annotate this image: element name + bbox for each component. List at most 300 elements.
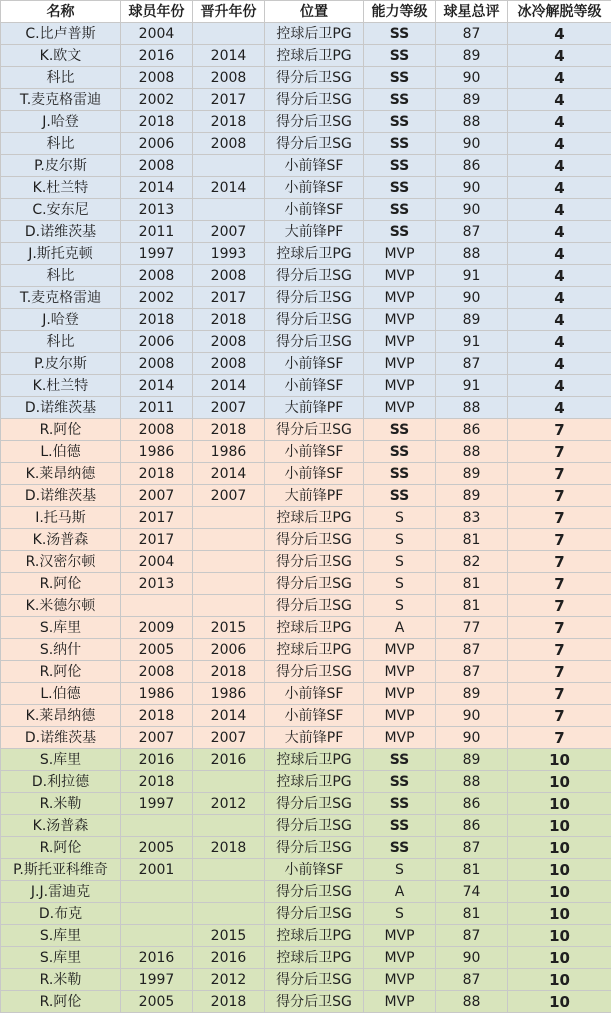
cell-level: SS	[364, 815, 436, 837]
cell-rating: 87	[436, 23, 508, 45]
cell-unlock-level: 4	[508, 375, 611, 397]
cell-position: 控球后卫PG	[265, 947, 364, 969]
cell-rating: 89	[436, 45, 508, 67]
cell-promotion-year	[193, 199, 265, 221]
cell-promotion-year: 2018	[193, 837, 265, 859]
table-row	[1, 925, 611, 947]
cell-rating: 81	[436, 903, 508, 925]
cell-rating: 89	[436, 683, 508, 705]
cell-player-year: 2008	[121, 67, 193, 89]
cell-name: R.米勒	[1, 969, 121, 991]
cell-promotion-year	[193, 23, 265, 45]
cell-rating: 91	[436, 331, 508, 353]
cell-rating: 81	[436, 595, 508, 617]
cell-unlock-level: 4	[508, 265, 611, 287]
cell-unlock-level: 10	[508, 749, 611, 771]
cell-unlock-level: 4	[508, 243, 611, 265]
cell-rating: 87	[436, 661, 508, 683]
table-row	[1, 749, 611, 771]
cell-level: MVP	[364, 661, 436, 683]
table-row	[1, 859, 611, 881]
cell-position: 控球后卫PG	[265, 45, 364, 67]
cell-position: 得分后卫SG	[265, 309, 364, 331]
cell-player-year: 2005	[121, 837, 193, 859]
cell-player-year: 2007	[121, 485, 193, 507]
cell-name: I.托马斯	[1, 507, 121, 529]
cell-name: R.米勒	[1, 793, 121, 815]
cell-name: T.麦克格雷迪	[1, 89, 121, 111]
cell-name: K.莱昂纳德	[1, 463, 121, 485]
cell-unlock-level: 4	[508, 221, 611, 243]
cell-unlock-level: 7	[508, 507, 611, 529]
cell-level: SS	[364, 177, 436, 199]
cell-position: 小前锋SF	[265, 177, 364, 199]
table-row	[1, 595, 611, 617]
cell-unlock-level: 7	[508, 595, 611, 617]
cell-promotion-year: 2018	[193, 419, 265, 441]
cell-level: SS	[364, 23, 436, 45]
cell-player-year	[121, 925, 193, 947]
cell-unlock-level: 7	[508, 661, 611, 683]
cell-name: P.斯托亚科维奇	[1, 859, 121, 881]
cell-name: S.库里	[1, 617, 121, 639]
cell-unlock-level: 4	[508, 45, 611, 67]
cell-rating: 90	[436, 705, 508, 727]
cell-unlock-level: 10	[508, 837, 611, 859]
cell-player-year: 2002	[121, 287, 193, 309]
cell-promotion-year: 2014	[193, 463, 265, 485]
cell-promotion-year: 2014	[193, 705, 265, 727]
cell-rating: 90	[436, 287, 508, 309]
table-row	[1, 837, 611, 859]
cell-player-year: 2013	[121, 573, 193, 595]
table-row	[1, 617, 611, 639]
cell-promotion-year	[193, 573, 265, 595]
cell-name: 科比	[1, 67, 121, 89]
cell-rating: 90	[436, 67, 508, 89]
cell-level: MVP	[364, 727, 436, 749]
cell-name: 科比	[1, 265, 121, 287]
cell-promotion-year: 2018	[193, 661, 265, 683]
cell-rating: 91	[436, 375, 508, 397]
cell-position: 控球后卫PG	[265, 925, 364, 947]
cell-player-year: 2016	[121, 45, 193, 67]
cell-player-year: 2016	[121, 947, 193, 969]
cell-player-year: 2017	[121, 507, 193, 529]
cell-level: MVP	[364, 683, 436, 705]
cell-unlock-level: 4	[508, 23, 611, 45]
cell-player-year	[121, 595, 193, 617]
cell-unlock-level: 10	[508, 793, 611, 815]
cell-promotion-year: 2016	[193, 947, 265, 969]
cell-player-year: 2018	[121, 705, 193, 727]
cell-level: SS	[364, 441, 436, 463]
cell-name: T.麦克格雷迪	[1, 287, 121, 309]
cell-player-year: 2014	[121, 375, 193, 397]
cell-name: K.米德尔顿	[1, 595, 121, 617]
cell-name: S.库里	[1, 925, 121, 947]
cell-rating: 81	[436, 859, 508, 881]
table-row	[1, 133, 611, 155]
cell-unlock-level: 7	[508, 529, 611, 551]
cell-player-year: 2004	[121, 551, 193, 573]
cell-unlock-level: 10	[508, 815, 611, 837]
cell-position: 得分后卫SG	[265, 529, 364, 551]
cell-name: C.安东尼	[1, 199, 121, 221]
cell-rating: 89	[436, 89, 508, 111]
cell-player-year: 2008	[121, 353, 193, 375]
cell-player-year: 2018	[121, 771, 193, 793]
cell-position: 得分后卫SG	[265, 265, 364, 287]
cell-level: MVP	[364, 947, 436, 969]
cell-name: K.汤普森	[1, 815, 121, 837]
cell-promotion-year: 2007	[193, 221, 265, 243]
cell-level: S	[364, 573, 436, 595]
table-row	[1, 353, 611, 375]
table-row	[1, 177, 611, 199]
cell-rating: 86	[436, 419, 508, 441]
cell-promotion-year	[193, 155, 265, 177]
cell-name: J.J.雷迪克	[1, 881, 121, 903]
table-row	[1, 45, 611, 67]
cell-unlock-level: 7	[508, 485, 611, 507]
table-row	[1, 23, 611, 45]
cell-position: 得分后卫SG	[265, 331, 364, 353]
cell-rating: 90	[436, 727, 508, 749]
cell-promotion-year: 1986	[193, 441, 265, 463]
cell-name: D.利拉德	[1, 771, 121, 793]
cell-position: 得分后卫SG	[265, 419, 364, 441]
header-promotion-year: 晋升年份	[193, 1, 265, 23]
table-row	[1, 397, 611, 419]
cell-name: D.诺维茨基	[1, 397, 121, 419]
cell-level: SS	[364, 111, 436, 133]
cell-level: A	[364, 617, 436, 639]
cell-promotion-year	[193, 903, 265, 925]
cell-level: SS	[364, 221, 436, 243]
header-name: 名称	[1, 1, 121, 23]
cell-player-year: 2016	[121, 749, 193, 771]
cell-position: 控球后卫PG	[265, 507, 364, 529]
cell-player-year: 2011	[121, 397, 193, 419]
table-row	[1, 991, 611, 1013]
cell-position: 小前锋SF	[265, 199, 364, 221]
cell-promotion-year: 2017	[193, 287, 265, 309]
cell-player-year: 2005	[121, 639, 193, 661]
table-row	[1, 243, 611, 265]
cell-name: 科比	[1, 133, 121, 155]
cell-player-year: 1997	[121, 243, 193, 265]
cell-promotion-year: 2016	[193, 749, 265, 771]
cell-rating: 87	[436, 353, 508, 375]
cell-rating: 91	[436, 265, 508, 287]
cell-position: 小前锋SF	[265, 463, 364, 485]
cell-unlock-level: 7	[508, 683, 611, 705]
cell-player-year: 2008	[121, 419, 193, 441]
cell-position: 控球后卫PG	[265, 749, 364, 771]
cell-level: SS	[364, 749, 436, 771]
cell-player-year: 2007	[121, 727, 193, 749]
cell-unlock-level: 10	[508, 947, 611, 969]
cell-level: SS	[364, 485, 436, 507]
cell-level: SS	[364, 133, 436, 155]
table-row	[1, 947, 611, 969]
cell-unlock-level: 4	[508, 353, 611, 375]
cell-rating: 90	[436, 133, 508, 155]
cell-player-year: 2018	[121, 309, 193, 331]
cell-unlock-level: 4	[508, 177, 611, 199]
cell-player-year: 2006	[121, 331, 193, 353]
cell-name: J.斯托克顿	[1, 243, 121, 265]
cell-promotion-year: 2018	[193, 111, 265, 133]
cell-promotion-year: 2015	[193, 925, 265, 947]
table-row	[1, 551, 611, 573]
cell-position: 得分后卫SG	[265, 111, 364, 133]
cell-name: D.诺维茨基	[1, 221, 121, 243]
cell-player-year: 2004	[121, 23, 193, 45]
cell-name: D.诺维茨基	[1, 485, 121, 507]
cell-unlock-level: 10	[508, 771, 611, 793]
header-rating: 球星总评	[436, 1, 508, 23]
cell-position: 小前锋SF	[265, 353, 364, 375]
cell-position: 得分后卫SG	[265, 903, 364, 925]
cell-name: L.伯德	[1, 441, 121, 463]
cell-level: MVP	[364, 375, 436, 397]
cell-player-year: 2001	[121, 859, 193, 881]
cell-rating: 77	[436, 617, 508, 639]
cell-rating: 87	[436, 925, 508, 947]
cell-promotion-year: 2018	[193, 991, 265, 1013]
cell-unlock-level: 4	[508, 67, 611, 89]
cell-promotion-year	[193, 771, 265, 793]
cell-rating: 86	[436, 815, 508, 837]
table-row	[1, 221, 611, 243]
cell-name: R.汉密尔顿	[1, 551, 121, 573]
cell-position: 大前锋PF	[265, 485, 364, 507]
cell-level: SS	[364, 155, 436, 177]
cell-unlock-level: 4	[508, 111, 611, 133]
cell-promotion-year: 2008	[193, 67, 265, 89]
cell-rating: 89	[436, 485, 508, 507]
cell-name: D.诺维茨基	[1, 727, 121, 749]
cell-position: 得分后卫SG	[265, 793, 364, 815]
cell-unlock-level: 4	[508, 309, 611, 331]
cell-player-year: 2017	[121, 529, 193, 551]
cell-promotion-year: 2015	[193, 617, 265, 639]
table-row	[1, 419, 611, 441]
cell-level: S	[364, 859, 436, 881]
cell-position: 得分后卫SG	[265, 595, 364, 617]
table-row	[1, 463, 611, 485]
cell-rating: 82	[436, 551, 508, 573]
header-row	[1, 1, 611, 23]
cell-promotion-year	[193, 595, 265, 617]
cell-promotion-year	[193, 551, 265, 573]
cell-unlock-level: 10	[508, 903, 611, 925]
cell-unlock-level: 10	[508, 859, 611, 881]
cell-unlock-level: 7	[508, 551, 611, 573]
cell-name: R.阿伦	[1, 661, 121, 683]
header-level: 能力等级	[364, 1, 436, 23]
cell-name: R.阿伦	[1, 837, 121, 859]
cell-rating: 88	[436, 991, 508, 1013]
cell-player-year: 2008	[121, 155, 193, 177]
cell-level: A	[364, 881, 436, 903]
table-row	[1, 573, 611, 595]
cell-level: SS	[364, 89, 436, 111]
cell-rating: 86	[436, 155, 508, 177]
cell-unlock-level: 4	[508, 133, 611, 155]
cell-position: 控球后卫PG	[265, 617, 364, 639]
cell-name: R.阿伦	[1, 991, 121, 1013]
cell-position: 得分后卫SG	[265, 881, 364, 903]
cell-name: D.布克	[1, 903, 121, 925]
cell-unlock-level: 10	[508, 925, 611, 947]
cell-unlock-level: 7	[508, 441, 611, 463]
cell-level: MVP	[364, 265, 436, 287]
cell-player-year: 1997	[121, 969, 193, 991]
cell-level: MVP	[364, 353, 436, 375]
cell-rating: 81	[436, 529, 508, 551]
table-row	[1, 661, 611, 683]
header-position: 位置	[265, 1, 364, 23]
header-player-year: 球员年份	[121, 1, 193, 23]
cell-position: 控球后卫PG	[265, 771, 364, 793]
cell-promotion-year: 2018	[193, 309, 265, 331]
cell-unlock-level: 7	[508, 419, 611, 441]
cell-level: S	[364, 551, 436, 573]
cell-name: J.哈登	[1, 309, 121, 331]
cell-position: 得分后卫SG	[265, 67, 364, 89]
cell-player-year: 2014	[121, 177, 193, 199]
cell-level: MVP	[364, 991, 436, 1013]
cell-position: 控球后卫PG	[265, 243, 364, 265]
cell-player-year	[121, 881, 193, 903]
cell-unlock-level: 4	[508, 155, 611, 177]
cell-name: S.库里	[1, 749, 121, 771]
cell-position: 小前锋SF	[265, 155, 364, 177]
cell-promotion-year: 2014	[193, 375, 265, 397]
cell-level: MVP	[364, 925, 436, 947]
cell-promotion-year	[193, 815, 265, 837]
cell-position: 得分后卫SG	[265, 287, 364, 309]
cell-player-year: 1986	[121, 441, 193, 463]
cell-position: 小前锋SF	[265, 683, 364, 705]
cell-position: 小前锋SF	[265, 705, 364, 727]
cell-promotion-year: 2008	[193, 331, 265, 353]
cell-level: SS	[364, 45, 436, 67]
cell-position: 得分后卫SG	[265, 837, 364, 859]
cell-promotion-year: 2008	[193, 265, 265, 287]
cell-player-year: 2005	[121, 991, 193, 1013]
cell-position: 得分后卫SG	[265, 551, 364, 573]
cell-position: 得分后卫SG	[265, 815, 364, 837]
cell-rating: 90	[436, 199, 508, 221]
cell-rating: 89	[436, 463, 508, 485]
cell-promotion-year: 2007	[193, 485, 265, 507]
cell-level: MVP	[364, 287, 436, 309]
cell-unlock-level: 7	[508, 705, 611, 727]
cell-name: K.杜兰特	[1, 177, 121, 199]
cell-unlock-level: 4	[508, 397, 611, 419]
table-row	[1, 287, 611, 309]
cell-level: MVP	[364, 639, 436, 661]
cell-promotion-year	[193, 507, 265, 529]
table-body	[1, 23, 611, 1013]
cell-unlock-level: 4	[508, 287, 611, 309]
cell-promotion-year: 2007	[193, 727, 265, 749]
cell-player-year: 2002	[121, 89, 193, 111]
cell-name: S.库里	[1, 947, 121, 969]
cell-promotion-year	[193, 881, 265, 903]
cell-rating: 87	[436, 969, 508, 991]
cell-promotion-year: 2008	[193, 133, 265, 155]
table-row	[1, 67, 611, 89]
cell-rating: 74	[436, 881, 508, 903]
cell-position: 大前锋PF	[265, 397, 364, 419]
table-row	[1, 199, 611, 221]
cell-name: P.皮尔斯	[1, 155, 121, 177]
cell-position: 得分后卫SG	[265, 991, 364, 1013]
cell-promotion-year: 2014	[193, 177, 265, 199]
cell-unlock-level: 4	[508, 89, 611, 111]
table-row	[1, 485, 611, 507]
cell-unlock-level: 7	[508, 727, 611, 749]
table-row	[1, 705, 611, 727]
table-row	[1, 507, 611, 529]
cell-name: L.伯德	[1, 683, 121, 705]
cell-rating: 90	[436, 177, 508, 199]
cell-player-year: 2011	[121, 221, 193, 243]
table-row	[1, 529, 611, 551]
table-row	[1, 639, 611, 661]
cell-promotion-year: 2014	[193, 45, 265, 67]
cell-player-year: 2018	[121, 111, 193, 133]
cell-level: S	[364, 903, 436, 925]
cell-name: K.莱昂纳德	[1, 705, 121, 727]
cell-unlock-level: 10	[508, 969, 611, 991]
table-row	[1, 331, 611, 353]
table-row	[1, 771, 611, 793]
table-row	[1, 89, 611, 111]
cell-name: P.皮尔斯	[1, 353, 121, 375]
cell-level: MVP	[364, 705, 436, 727]
cell-promotion-year: 2012	[193, 969, 265, 991]
cell-level: MVP	[364, 309, 436, 331]
cell-player-year: 1986	[121, 683, 193, 705]
cell-position: 大前锋PF	[265, 221, 364, 243]
cell-player-year: 2008	[121, 661, 193, 683]
cell-unlock-level: 7	[508, 639, 611, 661]
cell-rating: 83	[436, 507, 508, 529]
cell-name: R.阿伦	[1, 573, 121, 595]
cell-promotion-year: 2017	[193, 89, 265, 111]
cell-player-year: 2008	[121, 265, 193, 287]
cell-unlock-level: 7	[508, 463, 611, 485]
cell-position: 控球后卫PG	[265, 639, 364, 661]
cell-rating: 88	[436, 771, 508, 793]
cell-level: MVP	[364, 243, 436, 265]
cell-rating: 88	[436, 441, 508, 463]
cell-name: K.欧文	[1, 45, 121, 67]
table-row	[1, 155, 611, 177]
cell-unlock-level: 7	[508, 617, 611, 639]
cell-promotion-year: 2006	[193, 639, 265, 661]
table-row	[1, 793, 611, 815]
cell-rating: 87	[436, 639, 508, 661]
cell-promotion-year: 1986	[193, 683, 265, 705]
cell-name: K.杜兰特	[1, 375, 121, 397]
